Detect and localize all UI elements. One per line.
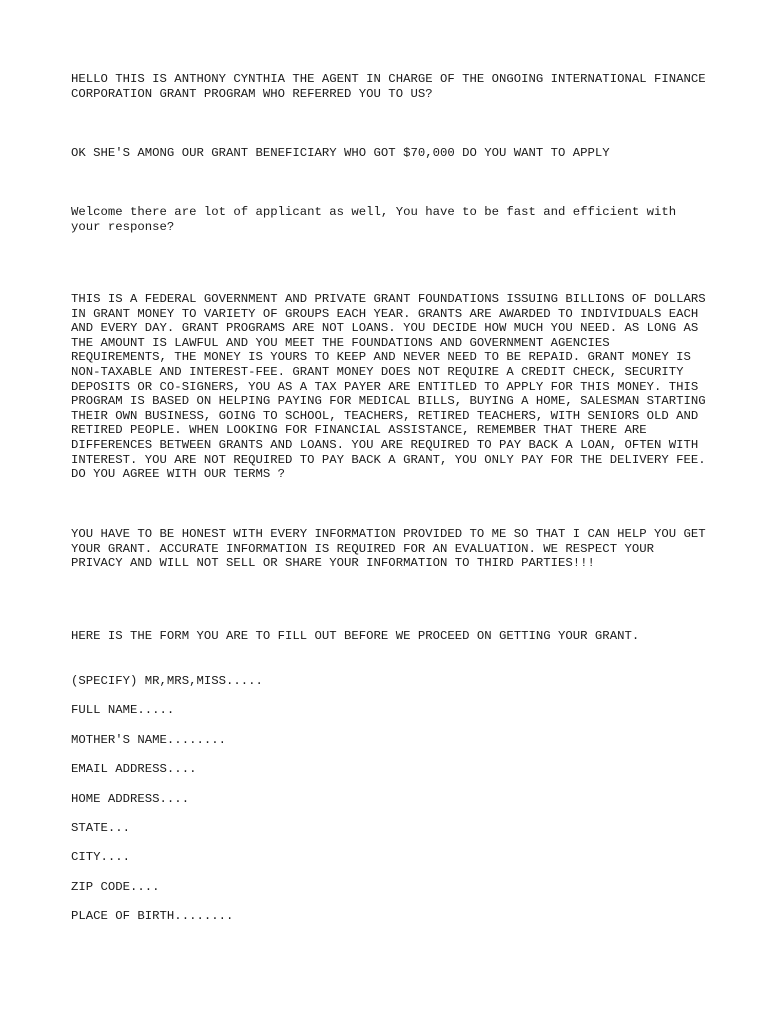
- form-intro-paragraph: HERE IS THE FORM YOU ARE TO FILL OUT BEFORE WE PROCEED ON GETTING YOUR GRANT.: [71, 629, 640, 643]
- form-field-city: CITY....: [71, 850, 131, 865]
- intro-paragraph: HELLO THIS IS ANTHONY CYNTHIA THE AGENT IN CHARGE OF THE ONGOING INTERNATIONAL FINANCE CORPORATION GRANT PROGRAM WHO REFERRED YOU TO US?: [71, 72, 706, 101]
- grant-terms-paragraph: THIS IS A FEDERAL GOVERNMENT AND PRIVATE GRANT FOUNDATIONS ISSUING BILLIONS OF DOLLARS IN GRANT MONEY TO VARIETY OF GROUPS EACH YEAR. GRANTS ARE AWARDED TO INDIVIDUALS EACH AND EVERY DAY. GRANT PROGRAMS ARE NOT LOANS. YOU DECIDE HOW MUCH YOU NEED. AS LONG AS THE AMOUNT IS LAWFUL AND YOU MEET THE FOUNDATIONS AND GOVERNMENT AGENCIES REQUIREMENTS, THE MONEY IS YOURS TO KEEP AND NEVER NEED TO BE REPAID. GRANT MONEY IS NON-TAXABLE AND INTEREST-FEE. GRANT MONEY DOES NOT REQUIRE A CREDIT CHECK, SECURITY DEPOSITS OR CO-SIGNERS, YOU AS A TAX PAYER ARE ENTITLED TO APPLY FOR THIS MONEY. THIS PROGRAM IS BASED ON HELPING PAYING FOR MEDICAL BILLS, BUYING A HOME, SALESMAN STARTING THEIR OWN BUSINESS, GOING TO SCHOOL, TEACHERS, RETIRED TEACHERS, WITH SENIORS OLD AND RETIRED PEOPLE. WHEN LOOKING FOR FINANCIAL ASSISTANCE, REMEMBER THAT THERE ARE DIFFERENCES BETWEEN GRANTS AND LOANS. YOU ARE REQUIRED TO PAY BACK A LOAN, OFTEN WITH INTEREST. YOU ARE NOT REQUIRED TO PAY BACK A GRANT, YOU ONLY PAY FOR THE DELIVERY FEE. DO YOU AGREE WITH OUR TERMS ?: [71, 292, 706, 482]
- form-field-title: (SPECIFY) MR,MRS,MISS.....: [71, 674, 263, 688]
- welcome-paragraph: Welcome there are lot of applicant as well, You have to be fast and efficient with your response?: [71, 205, 677, 234]
- form-field-zip-code: ZIP CODE....: [71, 879, 160, 894]
- form-field-full-name: FULL NAME.....: [71, 703, 175, 718]
- form-fields-list: [71, 674, 263, 939]
- honesty-paragraph: YOU HAVE TO BE HONEST WITH EVERY INFORMATION PROVIDED TO ME SO THAT I CAN HELP YOU GET YOUR GRANT. ACCURATE INFORMATION IS REQUIRED FOR AN EVALUATION. WE RESPECT YOUR PRIVACY AND WILL NOT SELL OR SHARE YOUR INFORMATION TO THIRD PARTIES!!!: [71, 527, 706, 571]
- form-field-place-of-birth: PLACE OF BIRTH........: [71, 909, 234, 924]
- form-field-home-address: HOME ADDRESS....: [71, 791, 190, 806]
- form-field-mothers-name: MOTHER'S NAME........: [71, 732, 226, 747]
- form-field-email-address: EMAIL ADDRESS....: [71, 762, 197, 777]
- beneficiary-paragraph: OK SHE'S AMONG OUR GRANT BENEFICIARY WHO GOT $70,000 DO YOU WANT TO APPLY: [71, 146, 610, 160]
- form-field-state: STATE...: [71, 820, 131, 835]
